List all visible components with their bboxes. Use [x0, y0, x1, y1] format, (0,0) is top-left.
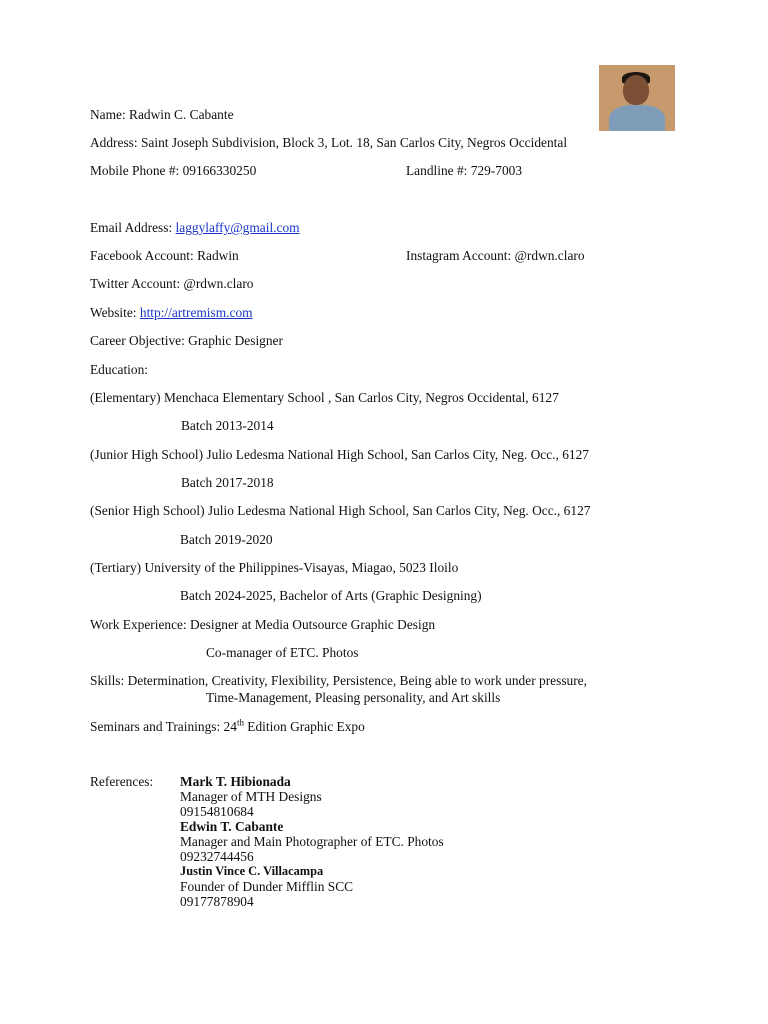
- reference-phone: 09177878904: [180, 894, 254, 909]
- website-line: [90, 305, 253, 321]
- address-line: Address: Saint Joseph Subdivision, Block 3, Lot. 18, San Carlos City, Negros Occidental: [90, 135, 568, 150]
- twitter-line: Twitter Account: @rdwn.claro: [90, 276, 254, 291]
- reference-name: Justin Vince C. Villacampa: [180, 864, 324, 878]
- seminars-post: Edition Graphic Expo: [243, 719, 365, 734]
- work-experience-2: Co-manager of ETC. Photos: [206, 645, 359, 660]
- reference-name: Mark T. Hibionada: [180, 774, 291, 789]
- facebook-line: Facebook Account: Radwin: [90, 248, 239, 263]
- reference-name: Edwin T. Cabante: [180, 819, 284, 834]
- education-tertiary-batch: Batch 2024-2025, Bachelor of Arts (Graphic Designing): [180, 588, 482, 603]
- education-elementary-batch: Batch 2013-2014: [181, 418, 274, 433]
- reference-title: Manager of MTH Designs: [180, 789, 322, 804]
- seminars-pre: Seminars and Trainings: 24: [90, 719, 237, 734]
- email-line: [90, 220, 300, 236]
- reference-title: Founder of Dunder Mifflin SCC: [180, 879, 354, 894]
- name-line: Name: Radwin C. Cabante: [90, 107, 234, 122]
- work-experience: Work Experience: Designer at Media Outsource Graphic Design: [90, 617, 436, 632]
- profile-photo: [599, 65, 675, 131]
- education-senior-high: (Senior High School) Julio Ledesma National High School, San Carlos City, Neg. Occ., 6127: [90, 503, 591, 518]
- education-senior-high-batch: Batch 2019-2020: [180, 532, 273, 547]
- education-heading: Education:: [90, 362, 149, 377]
- reference-phone: 09232744456: [180, 849, 254, 864]
- website-label: Website:: [90, 305, 140, 320]
- skills-line: Skills: Determination, Creativity, Flexibility, Persistence, Being able to work under pressure,: [90, 673, 587, 688]
- skills-line-2: Time-Management, Pleasing personality, and Art skills: [206, 690, 501, 705]
- education-tertiary: (Tertiary) University of the Philippines-Visayas, Miagao, 5023 Iloilo: [90, 560, 459, 575]
- landline-line: Landline #: 729-7003: [406, 163, 523, 178]
- education-junior-high-batch: Batch 2017-2018: [181, 475, 274, 490]
- references-list: [180, 774, 444, 909]
- seminars-line: [90, 719, 365, 735]
- seminars-sup: th: [236, 717, 244, 728]
- career-objective: Career Objective: Graphic Designer: [90, 333, 283, 348]
- education-junior-high: (Junior High School) Julio Ledesma National High School, San Carlos City, Neg. Occ., 6127: [90, 447, 589, 462]
- instagram-line: Instagram Account: @rdwn.claro: [406, 248, 585, 263]
- website-link[interactable]: http://artremism.com: [139, 305, 253, 320]
- reference-title: Manager and Main Photographer of ETC. Photos: [180, 834, 444, 849]
- email-link[interactable]: laggylaffy@gmail.com: [175, 220, 300, 235]
- mobile-line: Mobile Phone #: 09166330250: [90, 163, 257, 178]
- reference-phone: 09154810684: [180, 804, 254, 819]
- email-label: Email Address:: [90, 220, 176, 235]
- references-label: References:: [90, 774, 154, 789]
- education-elementary: (Elementary) Menchaca Elementary School , San Carlos City, Negros Occidental, 6127: [90, 390, 559, 405]
